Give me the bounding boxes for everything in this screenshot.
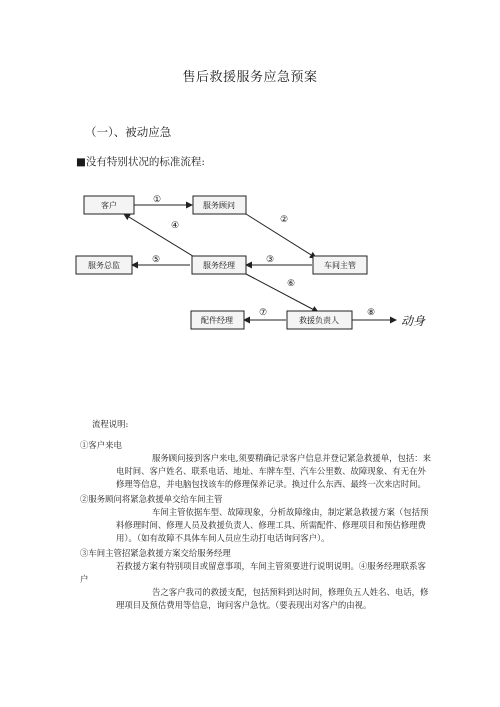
step1-body: 服务顾问接到客户来电,须要精确记录客户信息并登记紧急救援单，包括：来电时间、客户姓名、联系电话、地址、车牌车型、汽车公里数、故障现象、有无在外修理等信息，并电脑包找该车的修理保养记录。换过什么东西、最终一次来店时间。 (116, 453, 432, 489)
edge-number-3: ③ (266, 255, 275, 265)
step3-title: ③车间主管招紧急救援方案交给服务经理 (80, 548, 231, 558)
step1-title: ①客户来电 (80, 440, 122, 450)
edge-number-7: ⑦ (259, 308, 268, 318)
node-rescue-label: 救援负责人 (299, 316, 339, 325)
edge-manager-customer (124, 214, 196, 258)
explanation-block (80, 418, 432, 612)
step4-body: 告之客户我司的救援支配，包括预料到达时间，修理负五人姓名、电话，修理项目及预估费用等信息，询问客户急忱。（要表现出对客户的由视。 (116, 587, 429, 610)
node-depart-label: 动身 (401, 314, 426, 328)
page-title: 售后救援服务应急预案 (182, 70, 318, 85)
node-workshop-label: 车间主管 (324, 261, 356, 270)
node-customer-label: 客户 (101, 201, 117, 210)
step2-body: 车间主管依据车型、故障现象，分析故障缘由，制定紧急救援方案（包括预料修理时间、修理人员及救援负责人、修理工具、所需配件、修理项目和预估修理费用）。（如有故障不具体车间人员应生动打电话询问客户）。 (116, 507, 429, 543)
explanation-heading: 流程说明: (92, 419, 129, 429)
edge-number-2: ② (280, 215, 289, 225)
edge-number-6: ⑥ (287, 279, 296, 289)
edge-number-1: ① (153, 195, 162, 205)
node-advisor-label: 服务顾问 (203, 201, 235, 210)
node-director-label: 服务总监 (88, 261, 120, 270)
step2-title: ②服务顾问将紧急救援单交给车间主管 (80, 494, 223, 504)
section-heading: （一）、被动应急 (85, 125, 172, 139)
node-manager-label: 服务经理 (203, 261, 235, 270)
step3-body: 若救援方案有特别项目或留意事项，车间主管须要进行说明说明。④服务经理联系客户 (80, 561, 426, 584)
edge-manager-rescue (246, 274, 318, 312)
node-parts-label: 配件经理 (201, 316, 233, 325)
edge-number-5: ⑤ (152, 255, 161, 265)
subheading: ■没有特别状况的标准流程: (76, 156, 205, 168)
edge-number-4: ④ (171, 221, 180, 231)
edge-number-8: ⑧ (367, 308, 376, 318)
